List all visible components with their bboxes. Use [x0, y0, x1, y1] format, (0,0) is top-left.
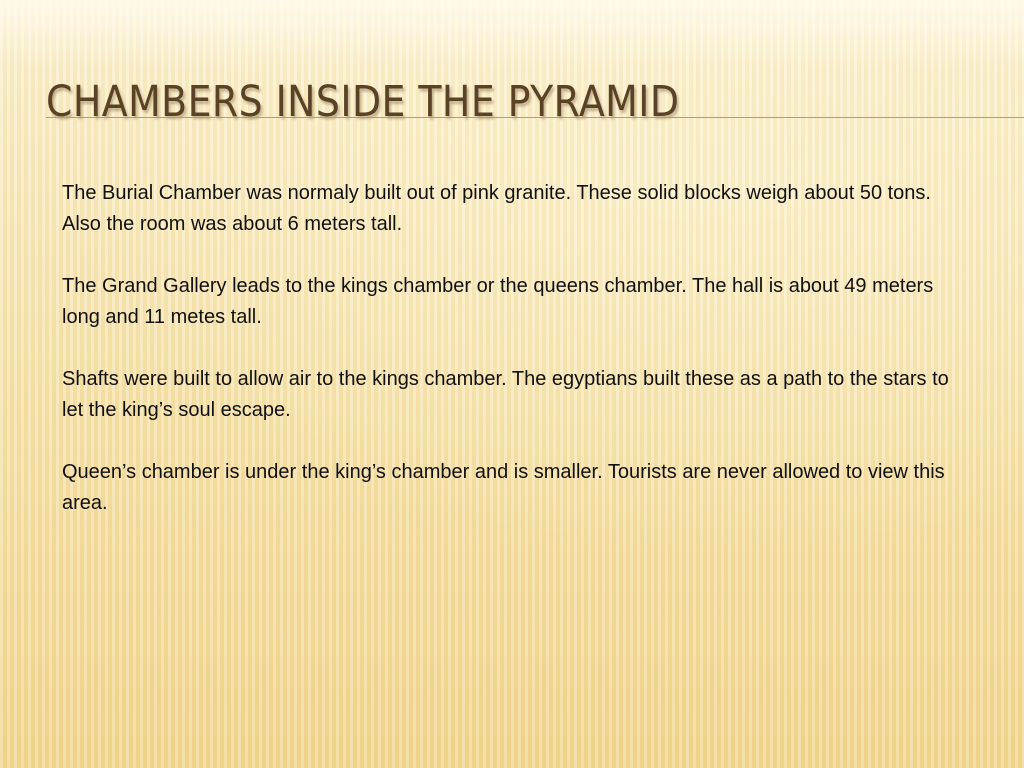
paragraph-burial-chamber: The Burial Chamber was normaly built out of pink granite. These solid blocks weigh about 50 tons. Also the room was about 6 meters tall. — [62, 182, 931, 235]
title-underline — [46, 117, 1024, 118]
paragraph-grand-gallery: The Grand Gallery leads to the kings chamber or the queens chamber. The hall is about 49 meters long and 11 metes tall. — [62, 275, 934, 328]
slide-body — [62, 178, 962, 550]
background-highlight — [0, 0, 1024, 70]
paragraph-queens-chamber: Queen’s chamber is under the king’s chamber and is smaller. Tourists are never allowed to view this area. — [62, 461, 945, 514]
slide-title: CHAMBERS INSIDE THE PYRAMID — [46, 77, 680, 127]
paragraph-shafts: Shafts were built to allow air to the kings chamber. The egyptians built these as a path to the stars to let the king’s soul escape. — [62, 368, 949, 421]
